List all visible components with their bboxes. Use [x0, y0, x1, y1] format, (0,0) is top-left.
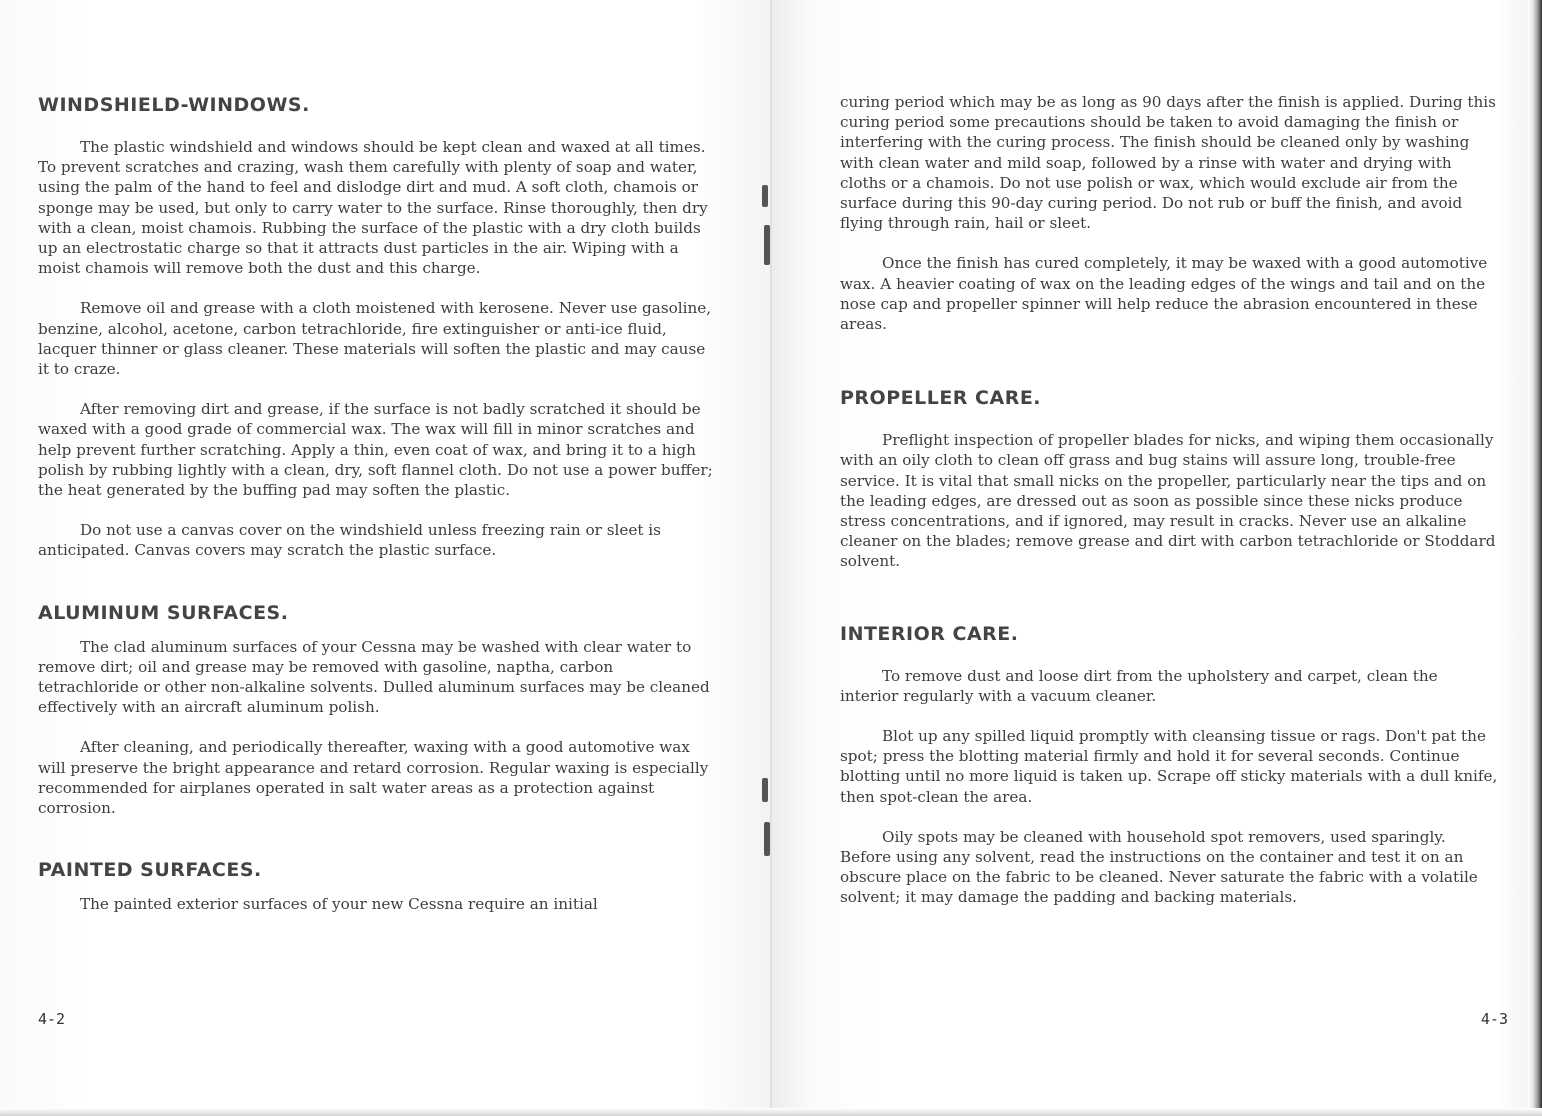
paragraph: After cleaning, and periodically thereafter, waxing with a good automotive wax will preserve the bright appearance and retard corrosion. Regular waxing is especially recommended for airplanes operated in salt water areas as a protection against corrosion.: [38, 738, 709, 818]
paragraph: Blot up any spilled liquid promptly with cleansing tissue or rags. Don't pat the spot; press the blotting material firmly and hold it for several seconds. Continue blotting until no more liquid is taken up. Scrape off sticky materials with a dull knife, then spot-clean the area.: [840, 727, 1498, 806]
binding-mark: [762, 185, 768, 207]
paragraph: Preflight inspection of propeller blades for nicks, and wiping them occasionally with an oily cloth to clean off grass and bug stains will assure long, trouble-free service. It is vital that small nicks on the propeller, particularly near the tips and on the leading edges, are dressed out as soon as possible since these nicks produce stress concentrations, and if ignored, may result in cracks. Never use an alkaline cleaner on the blades; remove grease and dirt with carbon tetrachloride or Stoddard solvent.: [840, 431, 1496, 571]
section-heading-interior: INTERIOR CARE.: [840, 622, 1019, 645]
binding-mark: [762, 778, 768, 802]
paragraph: After removing dirt and grease, if the surface is not badly scratched it should be waxed with a good grade of commercial wax. The wax will fill in minor scratches and help prevent further scratching. Apply a thin, even coat of wax, and bring it to a high polish by rubbing lightly with a clean, dry, soft flannel cloth. Do not use a power buffer; the heat generated by the buffing pad may soften the plastic.: [38, 400, 713, 500]
paragraph: The painted exterior surfaces of your new Cessna require an initial: [80, 895, 598, 914]
page-edge: [1528, 0, 1542, 1116]
section-heading-windshield: WINDSHIELD-WINDOWS.: [38, 94, 310, 116]
section-heading-aluminum: ALUMINUM SURFACES.: [38, 601, 289, 624]
paragraph: The clad aluminum surfaces of your Cessna may be washed with clear water to remove dirt; oil and grease may be removed with gasoline, naptha, carbon tetrachloride or other non-alkaline solvents. Dulled aluminum surfaces may be cleaned effectively with an aircraft aluminum polish.: [38, 637, 710, 717]
paragraph: Once the finish has cured completely, it may be waxed with a good automotive wax. A heavier coating of wax on the leading edges of the wings and tail and on the nose cap and propeller spinner will help reduce the abrasion encountered in these areas.: [840, 254, 1488, 334]
paragraph: Remove oil and grease with a cloth moistened with kerosene. Never use gasoline, benzine, alcohol, acetone, carbon tetrachloride, fire extinguisher or anti-ice fluid, lacquer thinner or glass cleaner. These materials will soften the plastic and may cause it to craze.: [38, 299, 712, 379]
bottom-edge: [0, 1108, 1542, 1116]
page-number: 4-2: [38, 1010, 66, 1028]
paragraph: Oily spots may be cleaned with household spot removers, used sparingly. Before using any solvent, read the instructions on the container and test it on an obscure place on the fabric to be cleaned. Never saturate the fabric with a volatile solvent; it may damage the padding and backing materials.: [840, 827, 1478, 907]
continued-paragraph: curing period which may be as long as 90 days after the finish is applied. During this curing period some precautions should be taken to avoid damaging the finish or interfering with the curing process. The finish should be cleaned only by washing with clean water and mild soap, followed by a rinse with water and drying with cloths or a chamois. Do not use polish or wax, which would exclude air from the surface during this 90-day curing period. Do not rub or buff the finish, and avoid flying through rain, hail or sleet.: [840, 93, 1496, 233]
page-number: 4-3: [1480, 1010, 1508, 1028]
paragraph: Do not use a canvas cover on the windshield unless freezing rain or sleet is anticipated. Canvas covers may scratch the plastic surface.: [38, 521, 661, 560]
paragraph: To remove dust and loose dirt from the upholstery and carpet, clean the interior regularly with a vacuum cleaner.: [840, 666, 1438, 705]
section-heading-painted: PAINTED SURFACES.: [38, 859, 262, 882]
right-page: [772, 0, 1542, 1116]
left-column: [38, 0, 718, 934]
section-heading-propeller: PROPELLER CARE.: [840, 387, 1042, 410]
right-column: [840, 0, 1500, 928]
paragraph: The plastic windshield and windows should be kept clean and waxed at all times. To prevent scratches and crazing, wash them carefully with plenty of soap and water, using the palm of the hand to feel and dislodge dirt and mud. A soft cloth, chamois or sponge may be used, but only to carry water to the surface. Rinse thoroughly, then dry with a clean, moist chamois. Rubbing the surface of the plastic with a dry cloth builds up an electrostatic charge so that it attracts dust particles in the air. Wiping with a moist chamois will remove both the dust and this charge.: [38, 138, 708, 278]
